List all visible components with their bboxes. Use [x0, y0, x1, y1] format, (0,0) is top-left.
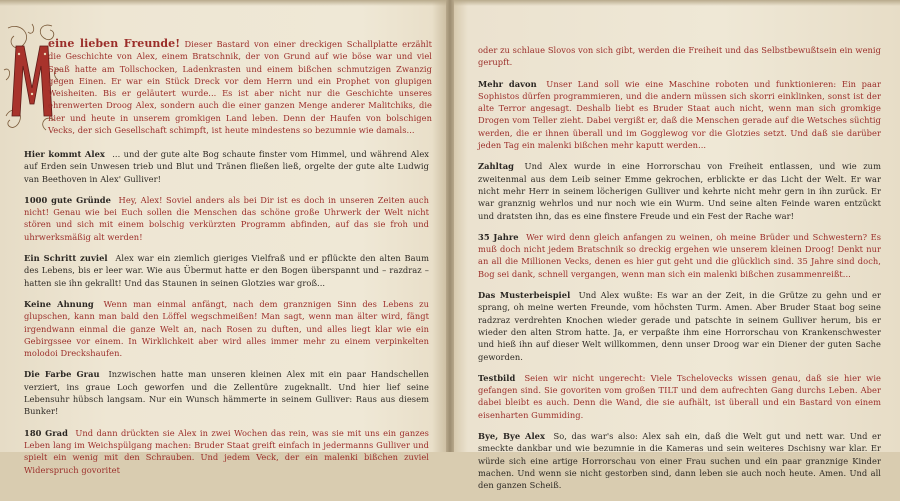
section-text: Hey, Alex! Soviel anders als bei Dir ist es doch in unseren Zeiten auch nicht! Genau wie bei Euch sollen die Menschen das schöne große Uhrwerk der Welt nicht stören und sich mit einem bolschig verkürzten Programm abfinden, auf das sie froh und uhrwerksmäßig alt werden! — [24, 194, 430, 242]
section-heading: Ein Schritt zuviel — [24, 253, 108, 264]
section-35-jahre — [478, 231, 881, 280]
intro-text: Dieser Bastard von einer dreckigen Schallplatte erzählt die Geschichte von Alex, einem Bratschnik, der von Grund auf wie böse war und viel Spaß hatte am Tollschocken, Ladenkrasten und einem bißchen schmutzigen Zwanzig gegen Einen. Er war ein Stück Dreck vor dem Herrn und ein Prophet von glupigen Weisheiten. Bis er geläutert wurde... Es ist aber nicht nur die Geschichte unseres ehrenwerten Droog Alex, sondern auch die einer ganzen Menge anderer Malitchiks, die hier und heute in unserem gromkigen Land leben. Denn der Haufen von bolschigen Vecks, der sich Gesellschaft schimpft, ist heute mindestens so bezumnie wie damals... — [48, 39, 432, 136]
section-zahltag — [478, 160, 881, 221]
section-text: Und Alex wußte: Es war an der Zeit, in die Grütze zu gehn und er sprang, oh meine werten Freunde, vom höchsten Turm. Amen. Aber Bruder Staat bog seine radzraz verdrehten Knochen wieder gerade und patschte in seinem Gulliver herum, bis er wieder den alten Strom hatte. Ja, er verpaßte ihm eine Horrorschau von Krankenschwester und hieß ihn auf dieser Welt willkommen, denn unser Droog war ein Diener der guten Sache geworden. — [478, 290, 882, 362]
section-heading: 35 Jahre — [478, 231, 519, 242]
section-heading: Zahltag — [478, 161, 514, 172]
section-keine-ahnung — [24, 298, 429, 359]
section-180-grad — [24, 427, 429, 476]
section-ein-schritt-zuviel — [24, 252, 429, 289]
left-page — [0, 0, 446, 475]
intro-greeting: eine lieben Freunde! — [48, 37, 181, 50]
section-text: Wer wird denn gleich anfangen zu weinen, oh meine Brüder und Schwestern? Es muß doch nicht jedem Bratschnik so dreckig ergehen wie unserem kleinen Droog! Denkt nur an all die Millionen Vecks, denen es hier gut geht und die glücklich sind. 35 Jahre sind doch, Bog sei dank, schnell vergangen, wenn man sich ein malenki bißchen zusammenreißt... — [478, 231, 882, 279]
section-die-farbe-grau — [24, 368, 429, 417]
section-heading: Hier kommt Alex — [24, 149, 105, 159]
section-text: Alex war ein ziemlich gieriges Vielfraß und er pflückte den alten Baum des Lebens, bis er leer war. Wie aus Übermut hatte er den Bogen überspannt und – razdraz – hatten sie ihn gekrallt! Und das Staunen in seinen Glotzies war groß... — [24, 253, 429, 288]
section-text: ... und der gute alte Bog schaute finster vom Himmel, und während Alex auf Erden sein Unwesen trieb und Blut und Tränen fließen ließ, orgelte der gute alte Ludwig van Beethoven in Alex' Gulliver! — [24, 149, 430, 184]
section-text: Unser Land soll wie eine Maschine roboten und funktionieren: Ein paar Sophistos dürfen programmieren, und die andern müssen sich skorri einklinken, sonst ist der alte Terror angesagt. Deshalb liebt es Bruder Staat auch nicht, wenn man sich gromkige Drogen vom Teller zieht. Dabei vergißt er, daß die Menschen gerade auf die Wetsches süchtig werden, die er ihnen überall und im Gogglewog vor die Glotzies setzt. Und daß sie darüber jeden Tag ein malenki bißchen mehr kaputt werden... — [478, 78, 882, 151]
section-heading: Mehr davon — [478, 78, 537, 89]
section-heading: Die Farbe Grau — [24, 369, 100, 380]
section-das-musterbeispiel — [478, 289, 881, 363]
section-heading: 180 Grad — [24, 427, 68, 438]
section-heading: Das Musterbeispiel — [478, 290, 571, 301]
book-gutter — [446, 0, 454, 452]
section-1000-gute-gruende — [24, 194, 429, 243]
section-text: Und Alex wurde in eine Horrorschau von Freiheit entlassen, und wie zum zweitenmal aus dem Leib seiner Emme gekrochen, erblickte er das Licht der Welt. Er war nicht mehr Herr in seinem löcherigen Gulliver und kehrte nicht mehr gern in ihn zurück. Er war granznig wehrlos und nur noch wie ein Wurm. Und seine alten Feinde waren entzückt und dratsten ihn, das es eine finstere Freude und ein Fest der Rache war! — [478, 161, 881, 221]
section-heading: 1000 gute Gründe — [24, 194, 111, 205]
section-text: Wenn man einmal anfängt, nach dem granznigen Sinn des Lebens zu glupschen, kann man bald den Löffel wegschmeißen! Man sagt, wenn man älter wird, fängt irgendwann einmal die ganze Welt an, nach Rosen zu duften, und alles liegt klar wie ein Gebirgssee vor einem. In Wirklichkeit aber wird alles immer mehr zu einem verpinkelten molodoi Dreckshaufen. — [24, 298, 429, 359]
section-heading: Testbild — [478, 372, 516, 383]
section-text: Inzwischen hatte man unseren kleinen Alex mit ein paar Handschellen verziert, ins graue Loch geworfen und die Zellentüre zugeknallt. Und hier lief seine Lebensuhr hübsch langsam. Nur ein Wunsch hämmerte in seinem Gulliver: Raus aus diesem Bunker! — [24, 369, 430, 417]
right-page — [454, 0, 900, 491]
section-bye-bye-alex — [478, 430, 881, 491]
section-testbild — [478, 372, 881, 421]
section-text: Seien wir nicht ungerecht: Viele Tschelovecks wissen genau, daß sie hier wie gefangen sind. Sie govoriten vom großen TILT und dem aufrechten Gang durchs Leben. Aber dabei bleibt es auch. Denn die Wand, die sie aufhält, ist überall und ein Bastard von einem eisenharten Gummiding. — [478, 372, 881, 420]
continued-text: oder zu schlaue Slovos von sich gibt, werden die Freiheit und das Selbstbewußtsein ein wenig gerupft. — [478, 45, 881, 68]
section-heading: Keine Ahnung — [24, 298, 94, 309]
right-sections — [478, 44, 881, 501]
section-heading: Bye, Bye Alex — [478, 431, 546, 442]
section-text: So, das war's also: Alex sah ein, daß die Welt gut und nett war. Und er smeckte dankbar und wie bezumnie in die Kameras und sein weiteres Dschisny war klar. Er würde sich eine artige Horrorschau von einer Frau suchen und ein paar granznige Kinder machen. Und wenn sie nicht gestorben sind, dann leben sie auch noch heute. Amen. Und all den ganzen Scheiß. — [478, 431, 881, 491]
intro-paragraph — [48, 38, 432, 136]
section-hier-kommt-alex — [24, 148, 429, 185]
left-sections — [24, 148, 429, 485]
section-text: Und dann drückten sie Alex in zwei Wochen das rein, was sie mit uns ein ganzes Leben lang im Weichspülgang machen: Bruder Staat greift einfach in jedermanns Gulliver und spielt ein wenig mit den Schrauben. Und jedem Veck, der ein malenki bißchen zuviel Widerspruch govoritet — [24, 427, 429, 475]
section-mehr-davon — [478, 78, 881, 152]
